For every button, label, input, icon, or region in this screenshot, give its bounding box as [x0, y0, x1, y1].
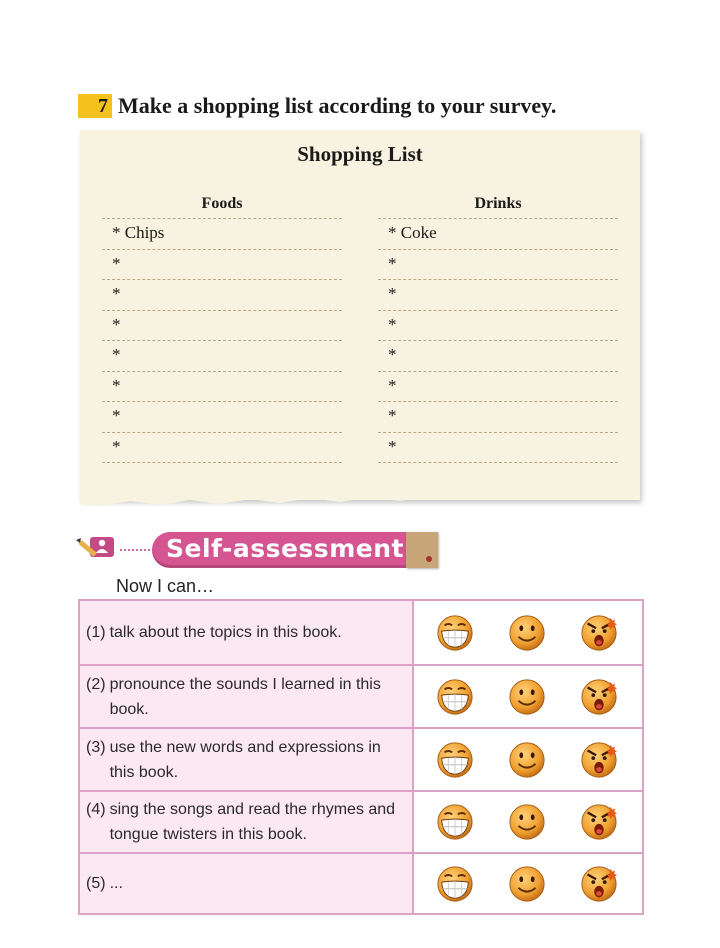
faces-cell — [414, 729, 642, 790]
drinks-row: * — [378, 311, 618, 342]
table-row — [80, 852, 642, 913]
statement-text: ... — [109, 875, 123, 892]
faces-cell — [414, 666, 642, 727]
statement-number: (4) — [86, 801, 106, 818]
drinks-row: * — [378, 250, 618, 281]
faces-cell — [414, 792, 642, 852]
statement-number: (3) — [86, 738, 106, 756]
statement-number: (1) — [86, 624, 106, 641]
statement-cell — [80, 601, 414, 664]
drinks-row: * — [378, 341, 618, 372]
foods-row: * — [102, 372, 342, 403]
table-row — [80, 601, 642, 664]
grinning-face-icon[interactable] — [436, 741, 474, 779]
foods-header: Foods — [102, 194, 342, 219]
drinks-row: * — [378, 280, 618, 311]
shopping-list-paper — [80, 130, 640, 500]
statement-cell — [80, 854, 414, 913]
torn-paper-edge — [80, 486, 640, 510]
grinning-face-icon[interactable] — [436, 614, 474, 652]
smiling-face-icon[interactable] — [508, 678, 546, 716]
foods-row: * — [102, 250, 342, 281]
exercise-heading — [78, 92, 556, 120]
faces-cell — [414, 601, 642, 664]
foods-row: * — [102, 341, 342, 372]
self-assessment-title: Self-assessment — [166, 534, 404, 563]
angry-face-icon[interactable] — [580, 678, 618, 716]
smiling-face-icon[interactable] — [508, 614, 546, 652]
exercise-number: 7 — [78, 94, 112, 118]
table-row — [80, 790, 642, 852]
table-row — [80, 727, 642, 790]
grinning-face-icon[interactable] — [436, 865, 474, 903]
self-assessment-table — [78, 599, 644, 915]
drinks-row: * — [378, 402, 618, 433]
angry-face-icon[interactable] — [580, 803, 618, 841]
table-row — [80, 664, 642, 727]
pencil-person-icon — [76, 532, 118, 562]
statement-number: (5) — [86, 875, 106, 892]
foods-row: * — [102, 433, 342, 464]
drinks-header: Drinks — [378, 194, 618, 219]
grinning-face-icon[interactable] — [436, 678, 474, 716]
foods-column — [102, 194, 342, 463]
foods-row: * Chips — [102, 219, 342, 250]
faces-cell — [414, 854, 642, 913]
statement-text: use the new words and expressions in this book. — [109, 738, 381, 781]
badge-tab — [406, 532, 438, 568]
statement-number: (2) — [86, 675, 106, 693]
grinning-face-icon[interactable] — [436, 803, 474, 841]
statement-cell — [80, 792, 414, 852]
foods-row: * — [102, 280, 342, 311]
angry-face-icon[interactable] — [580, 865, 618, 903]
angry-face-icon[interactable] — [580, 741, 618, 779]
exercise-title: Make a shopping list according to your survey. — [118, 93, 557, 118]
shopping-list-title: Shopping List — [297, 142, 423, 166]
drinks-column — [378, 194, 618, 463]
self-assessment-badge — [152, 532, 424, 568]
now-i-can-label: Now I can… — [116, 576, 215, 596]
angry-face-icon[interactable] — [580, 614, 618, 652]
dotted-connector — [120, 549, 154, 551]
statement-cell — [80, 729, 414, 790]
foods-row: * — [102, 311, 342, 342]
smiling-face-icon[interactable] — [508, 865, 546, 903]
statement-text: sing the songs and read the rhymes and tongue twisters in this book. — [109, 801, 396, 843]
foods-row: * — [102, 402, 342, 433]
drinks-row: * — [378, 433, 618, 464]
drinks-row: * Coke — [378, 219, 618, 250]
statement-cell — [80, 666, 414, 727]
statement-text: pronounce the sounds I learned in this book. — [109, 675, 381, 718]
statement-text: talk about the topics in this book. — [109, 624, 342, 641]
drinks-row: * — [378, 372, 618, 403]
smiling-face-icon[interactable] — [508, 741, 546, 779]
smiling-face-icon[interactable] — [508, 803, 546, 841]
